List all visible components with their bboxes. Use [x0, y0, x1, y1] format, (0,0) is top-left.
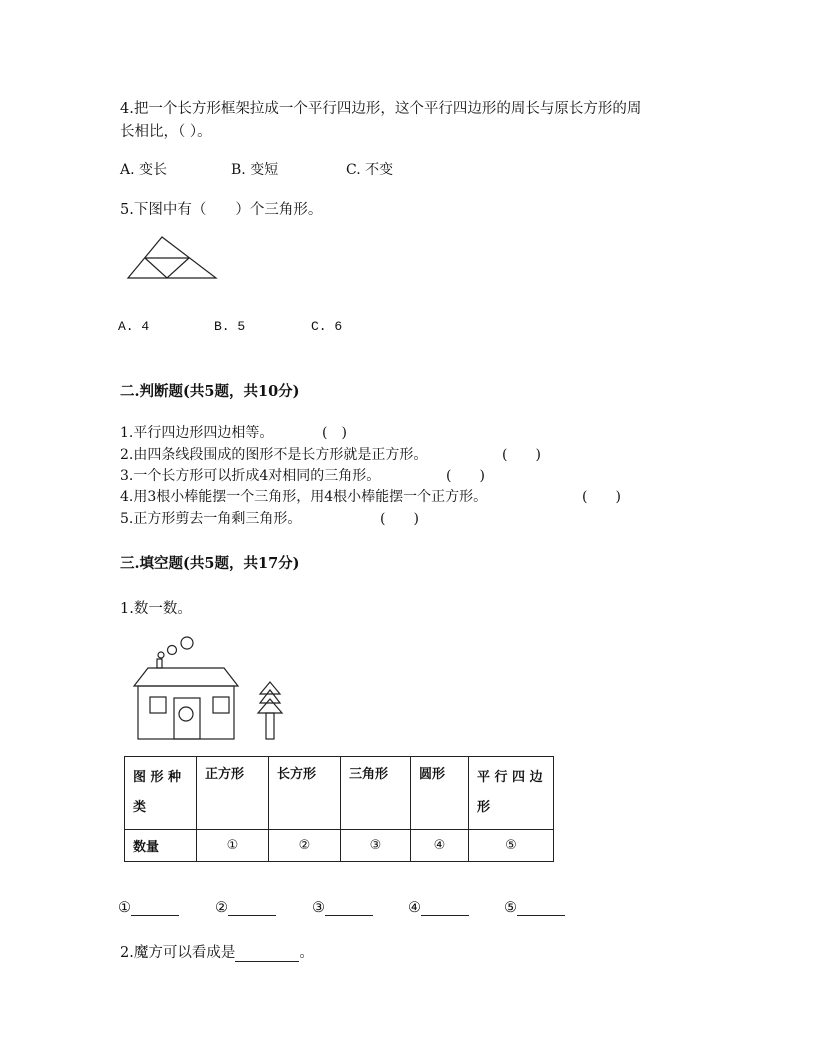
- answer-mark: ②: [215, 900, 228, 916]
- judge-paren-2[interactable]: ( ): [502, 447, 541, 463]
- count-cell-3[interactable]: ③: [341, 830, 411, 862]
- section3-heading: 三.填空题(共5题，共17分): [120, 555, 300, 572]
- answer-line[interactable]: [325, 901, 373, 916]
- answer-blank-3[interactable]: [312, 900, 373, 916]
- window-right: [213, 697, 229, 713]
- header-cell-rectangle: 长方形: [269, 757, 341, 830]
- table-count-row: [125, 830, 554, 862]
- row-label-count: 数量: [125, 830, 197, 862]
- house-tree-figure: [130, 632, 290, 744]
- header-cell-square: 正方形: [197, 757, 269, 830]
- chimney: [157, 659, 162, 668]
- answer-blank-4[interactable]: [408, 900, 469, 916]
- judge-item-3: [120, 466, 380, 487]
- answer-line[interactable]: [421, 901, 469, 916]
- fill-q2-end: 。: [299, 945, 314, 961]
- window-left: [150, 697, 166, 713]
- judge-item-2: [120, 445, 427, 466]
- answer-line[interactable]: [517, 901, 565, 916]
- count-cell-1[interactable]: ①: [197, 830, 269, 862]
- roof: [134, 668, 238, 686]
- judge-item-text: 3.一个长方形可以折成4对相同的三角形。: [120, 468, 381, 484]
- section2-heading: 二.判断题(共5题，共10分): [120, 383, 300, 400]
- answer-line[interactable]: [228, 901, 276, 916]
- smoke-circle-medium: [168, 646, 177, 655]
- triangle-inner-v: [145, 258, 189, 278]
- tree-top: [260, 682, 280, 694]
- q5-option-a: A. 4: [118, 319, 150, 334]
- q4-line1: 4.把一个长方形框架拉成一个平行四边形，这个平行四边形的周长与原长方形的周: [120, 101, 642, 117]
- count-table: [124, 756, 554, 862]
- tree-trunk: [266, 713, 274, 739]
- judge-item-text: 4.用3根小棒能摆一个三角形，用4根小棒能摆一个正方形。: [120, 489, 488, 505]
- answer-mark: ④: [408, 900, 421, 916]
- q4-option-a: A. 变长: [120, 162, 168, 178]
- header-cell-triangle: 三角形: [341, 757, 411, 830]
- judge-item-4: [120, 487, 487, 508]
- answer-line[interactable]: [131, 901, 179, 916]
- q4-option-c: C. 不变: [346, 162, 394, 178]
- tree-middle: [260, 690, 280, 703]
- judge-paren-4[interactable]: ( ): [582, 489, 621, 505]
- smoke-circle-small: [158, 652, 164, 658]
- smoke-circle-large: [181, 637, 193, 649]
- answer-blank-1[interactable]: [118, 900, 179, 916]
- answer-mark: ①: [118, 900, 131, 916]
- judge-item-text: 2.由四条线段围成的图形不是长方形就是正方形。: [120, 447, 428, 463]
- door-circle: [179, 707, 193, 721]
- q5-option-c: C. 6: [311, 319, 343, 334]
- header-cell-shape-type: 图 形 种 类: [125, 757, 197, 830]
- count-cell-4[interactable]: ④: [411, 830, 469, 862]
- header-cell-circle: 圆形: [411, 757, 469, 830]
- answer-mark: ⑤: [504, 900, 517, 916]
- q4-option-b: B. 变短: [231, 162, 279, 178]
- judge-item-text: 5.正方形剪去一角剩三角形。: [120, 511, 302, 527]
- count-cell-5[interactable]: ⑤: [469, 830, 554, 862]
- fill-q1-text: 1.数一数。: [120, 601, 192, 617]
- judge-item-text: 1.平行四边形四边相等。: [120, 425, 274, 441]
- q5-text: 5.下图中有（ ）个三角形。: [120, 202, 323, 218]
- fill-q2-blank[interactable]: [235, 947, 299, 962]
- judge-item-5: [120, 509, 301, 530]
- header-cell-parallelogram: 平 行 四 边 形: [469, 757, 554, 830]
- judge-paren-1[interactable]: ( ): [322, 425, 347, 441]
- count-cell-2[interactable]: ②: [269, 830, 341, 862]
- judge-paren-5[interactable]: ( ): [380, 511, 419, 527]
- answer-blank-5[interactable]: [504, 900, 565, 916]
- door: [174, 698, 200, 739]
- answer-blank-2[interactable]: [215, 900, 276, 916]
- q5-option-b: B. 5: [214, 319, 246, 334]
- fill-q2: [120, 941, 314, 962]
- judge-paren-3[interactable]: ( ): [446, 468, 485, 484]
- table-header-row: [125, 757, 554, 830]
- fill-q2-text: 2.魔方可以看成是: [120, 945, 236, 961]
- judge-item-1: [120, 423, 273, 444]
- q4-line2: 长相比，（ ）。: [120, 124, 212, 140]
- answer-mark: ③: [312, 900, 325, 916]
- triangle-figure: [124, 234, 220, 282]
